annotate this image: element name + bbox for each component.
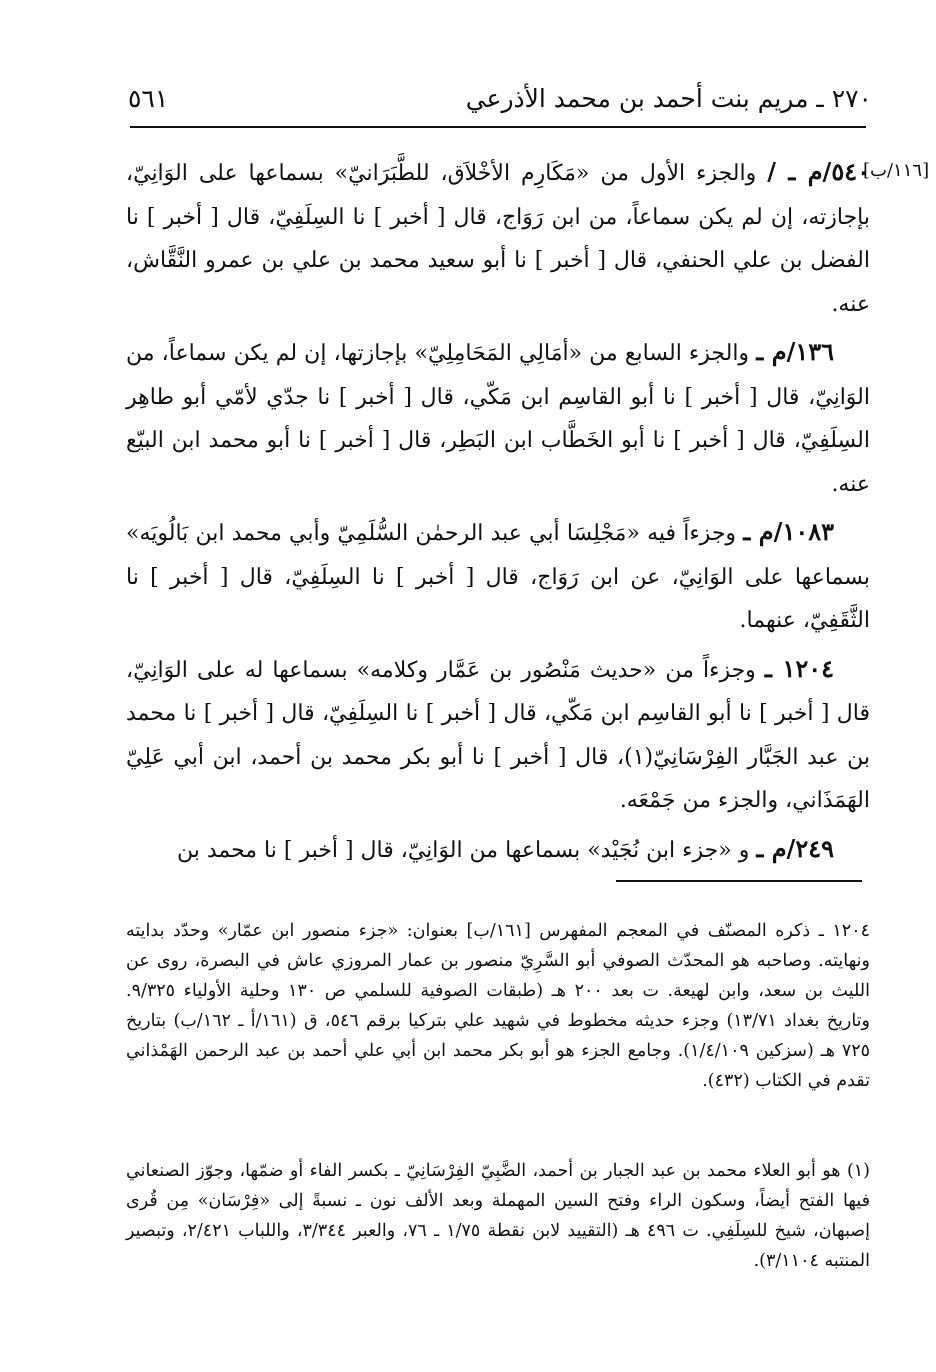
header-rule — [130, 126, 866, 128]
main-text — [126, 150, 870, 876]
entry-text: والجزء السابع من «أمَالِي المَحَامِلِيّ» بإجازتها، إن لم يكن سماعاً، من الوَانِيّ، قال [ أخبر ] نا أبو القاسِم ابن مَكّي، قال [ أخبر ] نا جدّي لأمّي أبو طاهِر السِلَفِيّ، قال [ أخبر ] نا أبو الخَطَّاب ابن البَطِر، قال [ أخبر ] نا أبو محمد ابن البيّع عنه. — [126, 341, 870, 497]
entry-number: ٢٤٩/م ـ — [756, 833, 834, 863]
footnote-1 — [126, 1156, 870, 1276]
entry-number: ٥٤٠/م ـ / — [767, 157, 870, 186]
footnote-label: (١) — [846, 1161, 870, 1181]
page-number: ٥٦١ — [128, 84, 169, 113]
running-header-title: ٢٧٠ ـ مريم بنت أحمد بن محمد الأذرعي — [465, 84, 872, 113]
entry-number: ١٣٦/م ـ — [756, 337, 835, 366]
entry-249 — [126, 827, 870, 873]
entry-text: وجزءاً فيه «مَجْلِسَا أبي عبد الرحمٰن السُّلَمِيّ وأبي محمد ابن بَالُويَه» بسماعها على الوَانِيّ، عن ابن رَوَاج، قال [ أخبر ] نا السِلَفِيّ، قال [ أخبر ] نا الثَّقَفِيّ، عنهما. — [126, 521, 870, 633]
entry-text: والجزء الأول من «مَكَارِم الأخْلاَق، للطَّبَرَانيّ» بسماعها على الوَانِيّ، بإجازته، إن لم يكن سماعاً، من ابن رَوَاج، قال [ أخبر ] نا السِلَفِيّ، قال [ أخبر ] نا الفضل بن علي الحنفي، قال [ أخبر ] نا أبو سعيد محمد بن علي بن عمرو النَّقَّاش، عنه. — [126, 161, 870, 317]
footnote-text: هو أبو العلاء محمد بن عبد الجبار بن أحمد، الضَّبِيّ الفِرْسَانِيّ ـ بكسر الفاء أو ضمّها، وجوّز الصنعاني فيها الفتح أيضاً، وسكون الراء وفتح السين المهملة وبعد الألف نون ـ نسبةً إلى «فِرْسَان» مِن قُرى إصبهان، شيخ للسِلَفِي. ت ٤٩٦ هـ (التقييد لابن نقطة ١/٧٥ ـ ٧٦، والعبر ٣/٣٤٤، واللباب ٢/٤٢١، وتبصير المنتبه ٣/١١٠٤). — [126, 1161, 870, 1271]
entry-number: ١٠٨٣/م ـ — [743, 517, 834, 546]
entry-text: و «جزء ابن نُجَيْد» بسماعها من الوَانِيّ، قال [ أخبر ] نا محمد بن — [176, 837, 757, 863]
footnote-label: ١٢٠٤ ـ — [818, 921, 870, 941]
entry-1083 — [126, 510, 870, 643]
margin-folio-note: [١١٦/ب] — [863, 160, 930, 181]
entry-number: ١٢٠٤ ـ — [764, 653, 834, 683]
footnote-1204 — [126, 916, 870, 1096]
entry-text: وجزءاً من «حديث مَنْصُور بن عَمَّار وكلامه» بسماعها له على الوَانِيّ، قال [ أخبر ] نا أبو القاسِم ابن مَكّي، قال [ أخبر ] نا السِلَفِيّ، قال [ أخبر ] نا محمد بن عبد الجَبَّار الفِرْسَانِيّ(١)، قال [ أخبر ] نا أبو بكر محمد بن أحمد، ابن أبي عَلِيّ الهَمَذَاني، والجزء من جَمْعَه. — [126, 657, 870, 813]
footnote-separator — [616, 880, 862, 882]
entry-1204 — [126, 647, 870, 823]
footnote-text: ذكره المصنّف في المعجم المفهرس [١٦١/ب] بعنوان: «جزء منصور ابن عمّار» وحدّد بدايته ونهايته. وصاحبه هو المحدّث الصوفي أبو السَّرِيّ منصور بن عمار المروزي عاش في البصرة، روى عن الليث بن سعد، وابن لهيعة. ت بعد ٢٠٠ هـ (طبقات الصوفية للسلمي ص ١٣٠ وحلية الأولياء ٩/٣٢٥. وتاريخ بغداد ١٣/٧١) وجزء حديثه مخطوط في شهيد علي بتركيا برقم ٥٤٦، ق (١٦١/أ ـ ١٦٢/ب) بتاريخ ٧٢٥ هـ (سزكين ١/٤/١٠٩). وجامع الجزء هو أبو بكر محمد ابن أبي علي أحمد بن عبد الرحمن الهَمْذاني تقدم في الكتاب (٤٣٢). — [126, 921, 871, 1091]
entry-136 — [126, 330, 870, 506]
entry-540 — [126, 150, 870, 326]
